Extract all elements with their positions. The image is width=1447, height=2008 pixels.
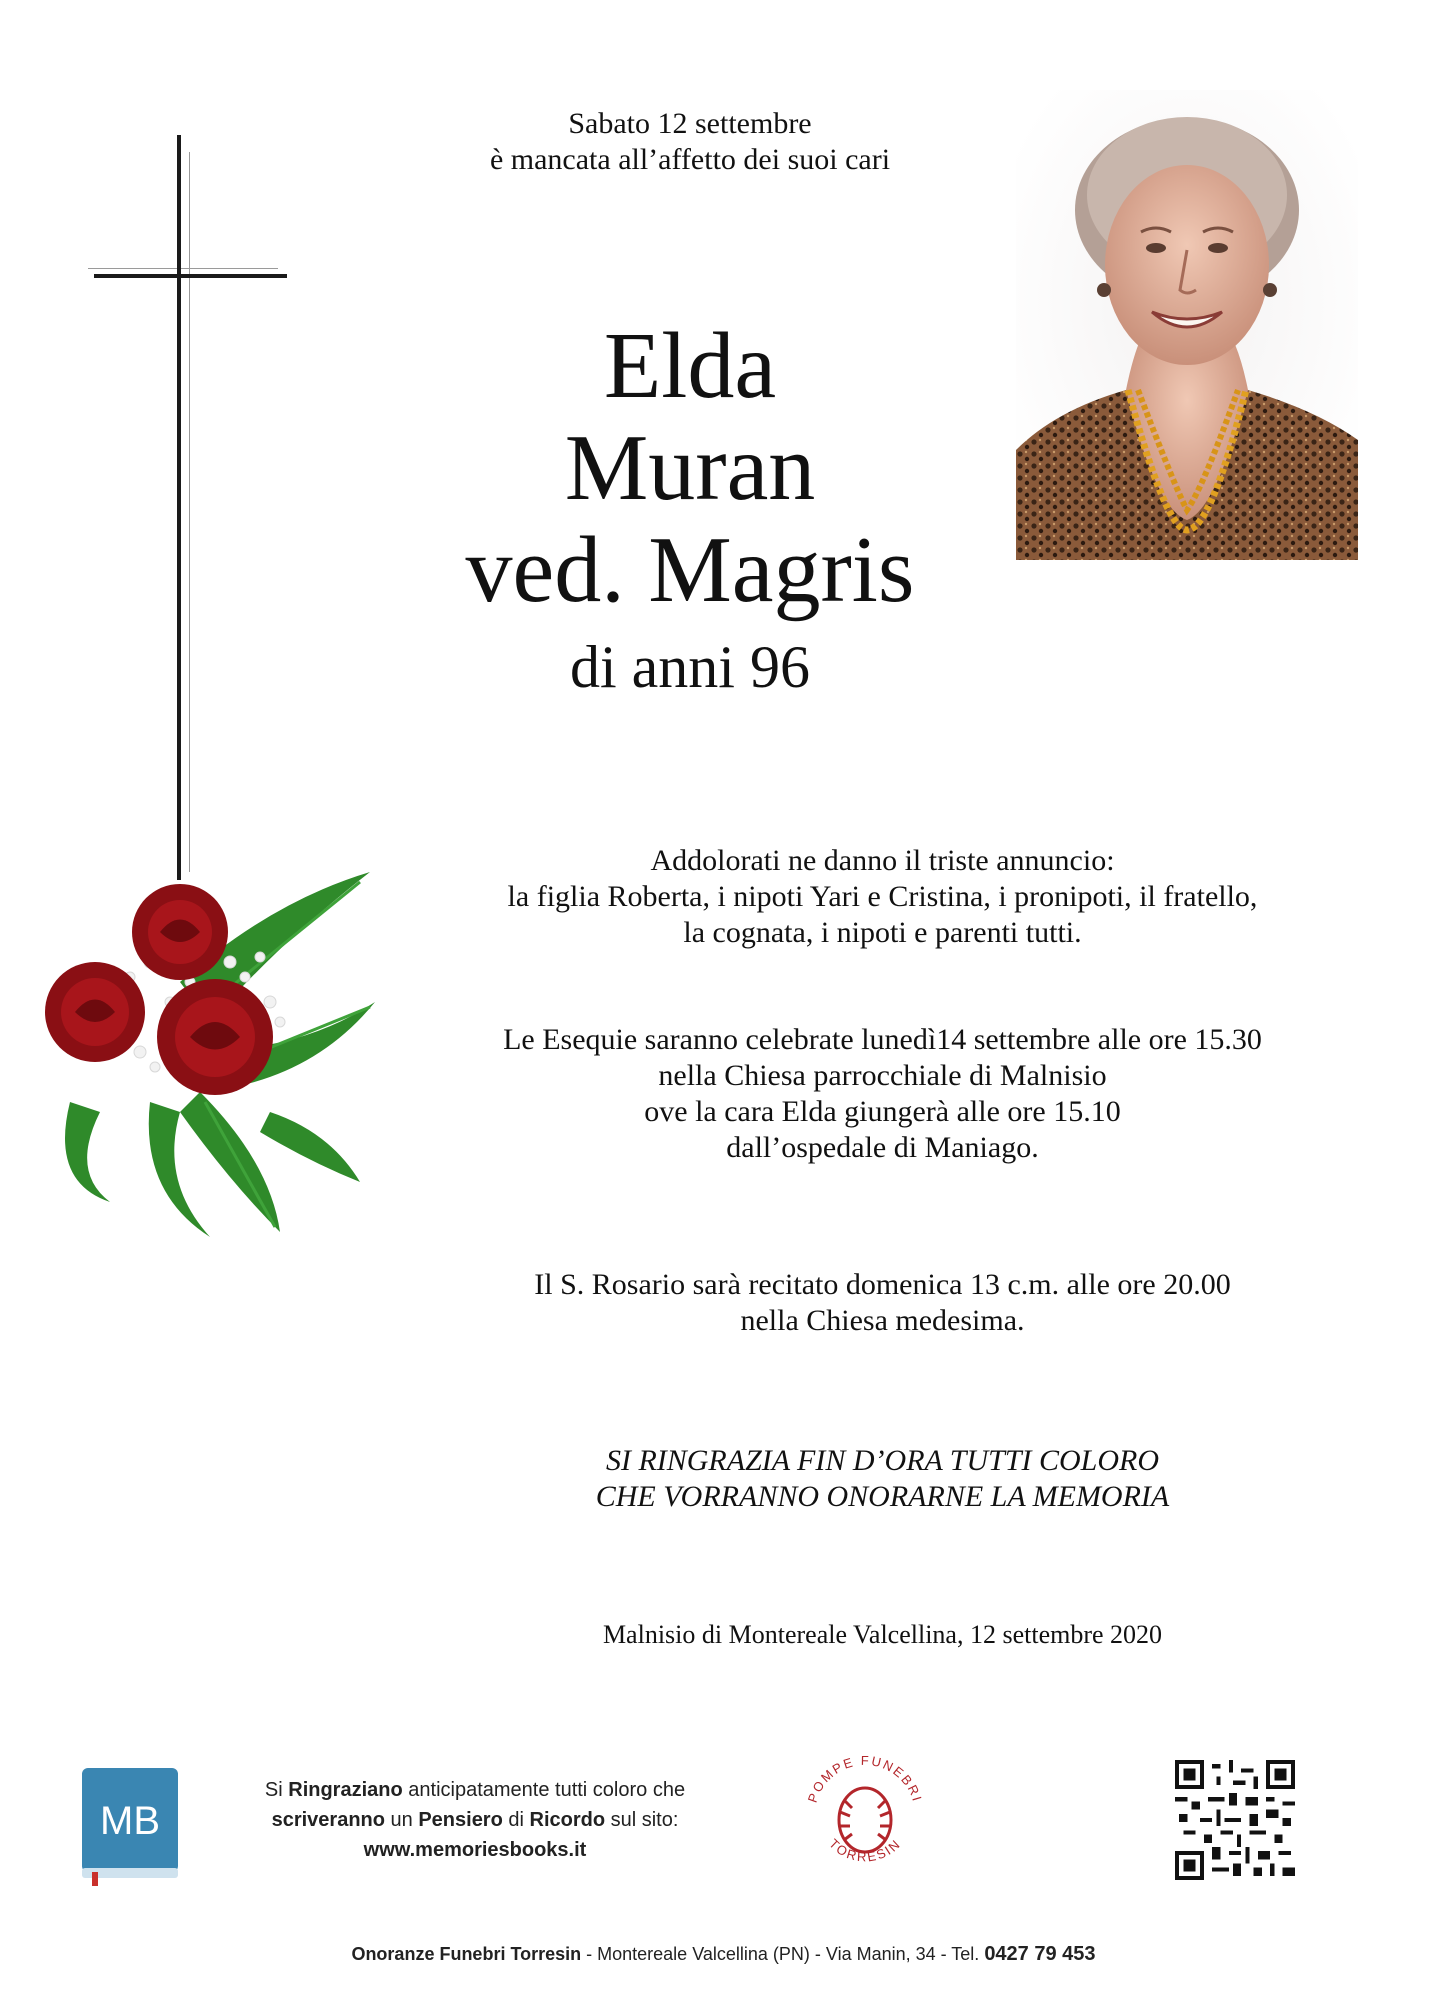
footer-address: - Montereale Valcellina (PN) - Via Manin, 34 - Tel. [581, 1944, 985, 1964]
footer-name: Onoranze Funebri Torresin [351, 1944, 582, 1964]
qr-code-icon[interactable] [1175, 1760, 1295, 1880]
footer [0, 1942, 1447, 1966]
sponsor-text [215, 1775, 735, 1865]
sponsor-line-2-e: Ricordo [529, 1809, 606, 1831]
sponsor-line-2-a: scriveranno [271, 1809, 385, 1831]
funeral-home-logo-icon [800, 1740, 930, 1885]
thanks-line: CHE VORRANNO ONORARNE LA MEMORIA [595, 1480, 1170, 1513]
svg-text:TORRESIN [826, 1836, 904, 1865]
svg-text:POMPE FUNEBRI [805, 1753, 926, 1805]
website-link[interactable]: www.memoriesbooks.it [363, 1839, 587, 1861]
intro-phrase: è mancata all’affetto dei suoi cari [489, 143, 891, 176]
memoriesbooks-logo-icon [80, 1768, 180, 1886]
footer-phone: 0427 79 453 [984, 1943, 1096, 1965]
rosary-line: Il S. Rosario sarà recitato domenica 13 c.m. alle ore 20.00 [534, 1268, 1231, 1301]
thanks-text [460, 1443, 1305, 1515]
funeral-line: dall’ospedale di Maniago. [726, 1131, 1039, 1164]
sponsor-line-1-c: anticipatamente tutti coloro che [402, 1779, 686, 1801]
sponsor-line-1-a: Si [264, 1779, 289, 1801]
sponsor-line-2-d: di [502, 1809, 530, 1831]
first-name: Elda [603, 314, 777, 418]
sponsor-line-2-c: Pensiero [418, 1809, 503, 1831]
rosary-line: nella Chiesa medesima. [740, 1304, 1025, 1337]
logo-bottom-text: TORRESIN [826, 1835, 904, 1865]
married-name: ved. Magris [465, 518, 915, 622]
announcement-text [410, 843, 1355, 951]
mb-logo-text: MB [100, 1799, 160, 1843]
announce-line: la cognata, i nipoti e parenti tutti. [683, 916, 1082, 949]
cross-icon [177, 135, 181, 880]
thanks-line: SI RINGRAZIA FIN D’ORA TUTTI COLORO [605, 1444, 1160, 1477]
sponsor-line-2 [215, 1805, 735, 1835]
last-name: Muran [564, 416, 816, 520]
announce-line: la figlia Roberta, i nipoti Yari e Cristina, i pronipoti, il fratello, [507, 880, 1258, 913]
rose-bouquet-icon [30, 862, 390, 1242]
intro-text [420, 106, 960, 178]
sponsor-line-2-f: sul sito: [605, 1809, 679, 1831]
deceased-name [400, 315, 980, 621]
age: di anni 96 [570, 634, 810, 700]
sponsor-line-1 [215, 1775, 735, 1805]
rosary-details [410, 1267, 1355, 1339]
sponsor-line-2-b: un [384, 1809, 419, 1831]
sponsor-line-1-b: Ringraziano [288, 1779, 403, 1801]
funeral-line: Le Esequie saranno celebrate lunedì14 settembre alle ore 15.30 [503, 1023, 1262, 1056]
sponsor-website[interactable] [215, 1835, 735, 1865]
funeral-line: ove la cara Elda giungerà alle ore 15.10 [644, 1095, 1121, 1128]
cross-shadow-vertical [189, 152, 190, 872]
announce-line: Addolorati ne danno il triste annuncio: [650, 844, 1115, 877]
funeral-line: nella Chiesa parrocchiale di Malnisio [658, 1059, 1107, 1092]
cross-shadow-horizontal [88, 268, 278, 269]
intro-date: Sabato 12 settembre [568, 107, 812, 140]
cross-icon-bar [94, 274, 287, 278]
funeral-details [410, 1022, 1355, 1166]
logo-top-text: POMPE FUNEBRI [804, 1752, 926, 1805]
portrait-photo [1016, 90, 1358, 560]
place-date: Malnisio di Montereale Valcellina, 12 settembre 2020 [602, 1620, 1163, 1649]
